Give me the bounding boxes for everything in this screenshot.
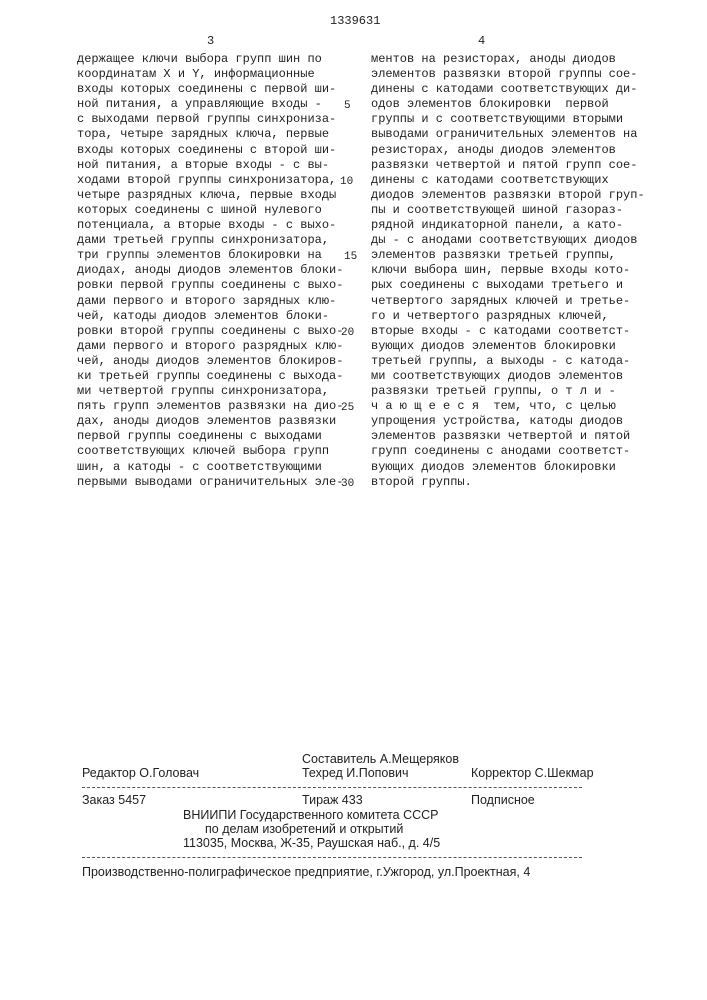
text-line: с выходами первой группы синхрониза-	[77, 112, 343, 127]
org-line1: ВНИИПИ Государственного комитета СССР	[183, 808, 439, 822]
text-line: ходами второй группы синхронизатора,	[77, 173, 343, 188]
line-number: 20	[341, 327, 354, 339]
divider	[82, 787, 582, 788]
text-line: дами первого и второго разрядных клю-	[77, 339, 343, 354]
text-line: вующих диодов элементов блокировки	[371, 460, 645, 475]
text-line: элементов развязки второй группы сое-	[371, 67, 645, 82]
text-line: ровки второй группы соединены с выхо-	[77, 324, 343, 339]
text-line: соответствующих ключей выбора групп	[77, 444, 343, 459]
text-line: чей, катоды диодов элементов блоки-	[77, 309, 343, 324]
text-line: го и четвертого разрядных ключей,	[371, 309, 645, 324]
text-line: ровки первой группы соединены с выхо-	[77, 278, 343, 293]
text-line: четвертого зарядных ключей и третье-	[371, 294, 645, 309]
text-line: ми соответствующих диодов элементов	[371, 369, 645, 384]
text-line: ды - с анодами соответствующих диодов	[371, 233, 645, 248]
line-number: 25	[341, 402, 354, 414]
text-line: рядной индикаторной панели, а като-	[371, 218, 645, 233]
right-column	[371, 52, 645, 490]
text-line: групп соединены с анодами соответст-	[371, 444, 645, 459]
text-line: ной питания, а вторые входы - с вы-	[77, 158, 343, 173]
text-line: ключи выбора шин, первые входы кото-	[371, 263, 645, 278]
corrector: Корректор С.Шекмар	[471, 766, 594, 780]
text-line: три группы элементов блокировки на	[77, 248, 343, 263]
text-line: вторые входы - с катодами соответст-	[371, 324, 645, 339]
text-line: группы и с соответствующими вторыми	[371, 112, 645, 127]
text-line: диодов элементов развязки второй груп-	[371, 188, 645, 203]
text-line: одов элементов блокировки первой	[371, 97, 645, 112]
left-column	[77, 52, 343, 490]
text-line: ч а ю щ е е с я тем, что, с целью	[371, 399, 645, 414]
text-line: развязки четвертой и пятой групп сое-	[371, 158, 645, 173]
text-line: рых соединены с выходами третьего и	[371, 278, 645, 293]
text-line: упрощения устройства, катоды диодов	[371, 414, 645, 429]
text-line: чей, аноды диодов элементов блокиров-	[77, 354, 343, 369]
line-number: 15	[344, 251, 357, 263]
text-line: третьей группы, а выходы - с катода-	[371, 354, 645, 369]
text-line: развязки третьей группы, о т л и -	[371, 384, 645, 399]
page-number-left: 3	[207, 34, 214, 48]
text-line: держащее ключи выбора групп шин по	[77, 52, 343, 67]
text-line: входы которых соединены с второй ши-	[77, 143, 343, 158]
text-line: резисторах, аноды диодов элементов	[371, 143, 645, 158]
text-line: дами первого и второго зарядных клю-	[77, 294, 343, 309]
text-line: динены с катодами соответствующих	[371, 173, 645, 188]
patent-number: 1339631	[330, 14, 380, 28]
divider	[82, 857, 582, 858]
compiler: Составитель А.Мещеряков	[302, 752, 459, 766]
text-line: которых соединены с шиной нулевого	[77, 203, 343, 218]
text-line: тора, четыре зарядных ключа, первые	[77, 127, 343, 142]
org-address: 113035, Москва, Ж-35, Раушская наб., д. 4/5	[183, 836, 440, 850]
text-line: элементов развязки третьей группы,	[371, 248, 645, 263]
line-number: 30	[341, 478, 354, 490]
text-line: пять групп элементов развязки на дио-	[77, 399, 343, 414]
text-line: шин, а катоды - с соответствующими	[77, 460, 343, 475]
text-line: второй группы.	[371, 475, 645, 490]
line-number: 10	[340, 176, 353, 188]
text-line: ментов на резисторах, аноды диодов	[371, 52, 645, 67]
text-line: дах, аноды диодов элементов развязки	[77, 414, 343, 429]
page-number-right: 4	[478, 34, 485, 48]
patent-page	[0, 0, 707, 1000]
text-line: диодах, аноды диодов элементов блоки-	[77, 263, 343, 278]
techred: Техред И.Попович	[302, 766, 409, 780]
org-line2: по делам изобретений и открытий	[205, 822, 403, 836]
text-line: дами третьей группы синхронизатора,	[77, 233, 343, 248]
text-line: координатам X и Y, информационные	[77, 67, 343, 82]
text-line: ми четвертой группы синхронизатора,	[77, 384, 343, 399]
text-line: потенциала, а вторые входы - с выхо-	[77, 218, 343, 233]
text-line: первой группы соединены с выходами	[77, 429, 343, 444]
text-line: входы которых соединены с первой ши-	[77, 82, 343, 97]
text-line: ной питания, а управляющие входы -	[77, 97, 343, 112]
text-line: пы и соответствующей шиной газораз-	[371, 203, 645, 218]
text-line: динены с катодами соответствующих ди-	[371, 82, 645, 97]
text-line: четыре разрядных ключа, первые входы	[77, 188, 343, 203]
order-number: Заказ 5457	[82, 793, 146, 807]
line-number: 5	[344, 100, 351, 112]
text-line: выводами ограничительных элементов на	[371, 127, 645, 142]
text-line: элементов развязки четвертой и пятой	[371, 429, 645, 444]
circulation: Тираж 433	[302, 793, 363, 807]
text-line: первыми выводами ограничительных эле-	[77, 475, 343, 490]
printer: Производственно-полиграфическое предприятие, г.Ужгород, ул.Проектная, 4	[82, 865, 530, 879]
text-line: вующих диодов элементов блокировки	[371, 339, 645, 354]
editor: Редактор О.Головач	[82, 766, 199, 780]
text-line: ки третьей группы соединены с выхода-	[77, 369, 343, 384]
subscription: Подписное	[471, 793, 535, 807]
